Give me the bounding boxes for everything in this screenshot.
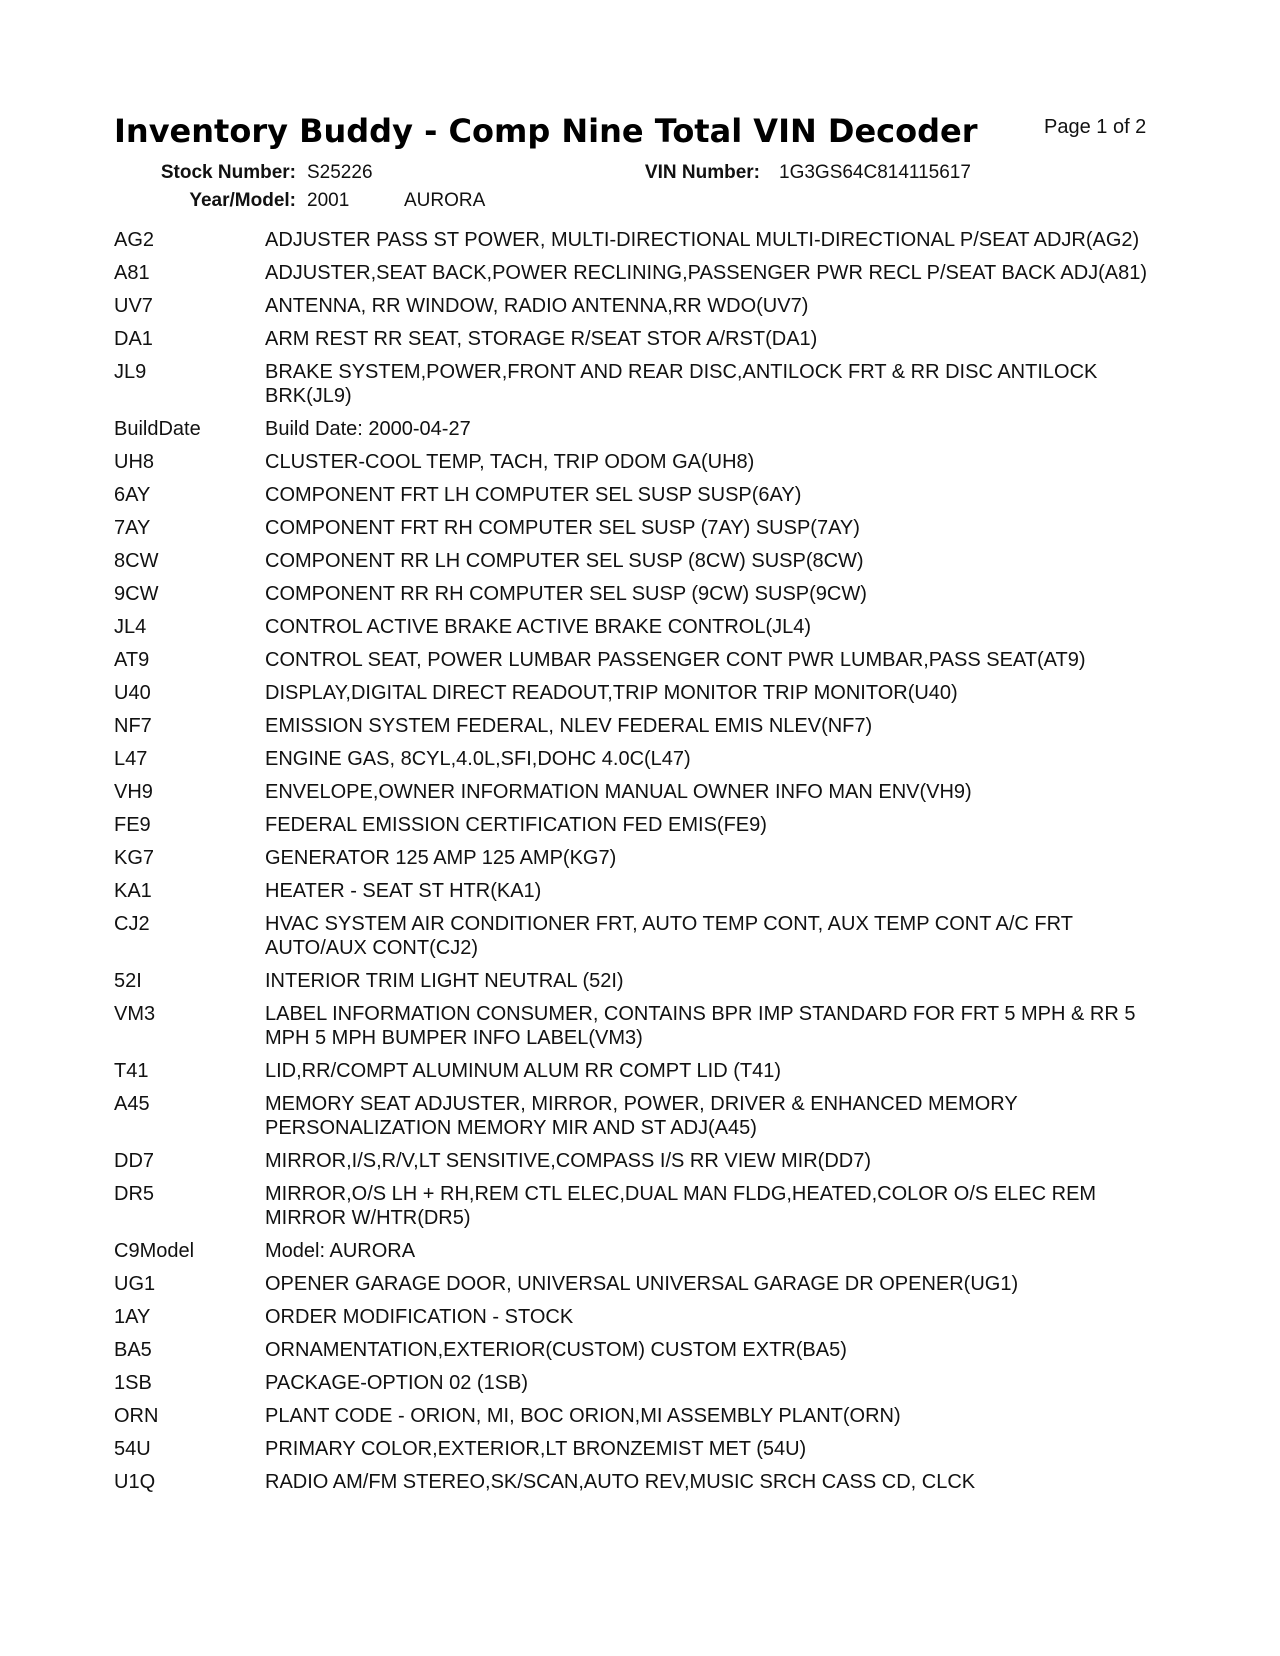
option-row — [0, 780, 1280, 804]
year-model-label: Year/Model: — [189, 190, 296, 211]
option-row — [0, 1239, 1280, 1263]
option-row — [0, 912, 1280, 960]
option-code: 52I — [114, 970, 142, 992]
option-row — [0, 714, 1280, 738]
option-description: HVAC SYSTEM AIR CONDITIONER FRT, AUTO TEMP CONT, AUX TEMP CONT A/C FRT AUTO/AUX CONT(CJ2) — [265, 913, 1073, 959]
option-description: COMPONENT FRT RH COMPUTER SEL SUSP (7AY) SUSP(7AY) — [265, 517, 860, 539]
option-row — [0, 1371, 1280, 1395]
option-description: COMPONENT FRT LH COMPUTER SEL SUSP SUSP(6AY) — [265, 484, 802, 506]
option-row — [0, 294, 1280, 318]
option-description: EMISSION SYSTEM FEDERAL, NLEV FEDERAL EMIS NLEV(NF7) — [265, 715, 873, 737]
option-code: DA1 — [114, 328, 153, 350]
option-description: MIRROR,I/S,R/V,LT SENSITIVE,COMPASS I/S RR VIEW MIR(DD7) — [265, 1150, 872, 1172]
option-row — [0, 747, 1280, 771]
option-code: 9CW — [114, 583, 159, 605]
option-code: JL9 — [114, 361, 147, 383]
option-row — [0, 261, 1280, 285]
option-description: COMPONENT RR LH COMPUTER SEL SUSP (8CW) SUSP(8CW) — [265, 550, 864, 572]
option-code: 6AY — [114, 484, 151, 506]
option-description: OPENER GARAGE DOOR, UNIVERSAL UNIVERSAL GARAGE DR OPENER(UG1) — [265, 1273, 1019, 1295]
option-description: ORNAMENTATION,EXTERIOR(CUSTOM) CUSTOM EXTR(BA5) — [265, 1339, 847, 1361]
option-row — [0, 360, 1280, 408]
option-description: ADJUSTER,SEAT BACK,POWER RECLINING,PASSENGER PWR RECL P/SEAT BACK ADJ(A81) — [265, 262, 1148, 284]
option-row — [0, 1338, 1280, 1362]
option-code-list — [0, 228, 1280, 1503]
option-code: A81 — [114, 262, 150, 284]
option-description: FEDERAL EMISSION CERTIFICATION FED EMIS(FE9) — [265, 814, 767, 836]
option-code: 54U — [114, 1438, 151, 1460]
option-description: ARM REST RR SEAT, STORAGE R/SEAT STOR A/RST(DA1) — [265, 328, 818, 350]
option-code: VH9 — [114, 781, 153, 803]
option-row — [0, 549, 1280, 573]
option-row — [0, 516, 1280, 540]
option-description: HEATER - SEAT ST HTR(KA1) — [265, 880, 542, 902]
option-row — [0, 681, 1280, 705]
option-code: U40 — [114, 682, 151, 704]
option-code: AG2 — [114, 229, 155, 251]
option-description: DISPLAY,DIGITAL DIRECT READOUT,TRIP MONITOR TRIP MONITOR(U40) — [265, 682, 958, 704]
option-row — [0, 582, 1280, 606]
option-row — [0, 879, 1280, 903]
option-description: CLUSTER-COOL TEMP, TACH, TRIP ODOM GA(UH8) — [265, 451, 755, 473]
option-code: 7AY — [114, 517, 151, 539]
option-code: DR5 — [114, 1183, 155, 1205]
option-description: LID,RR/COMPT ALUMINUM ALUM RR COMPT LID (T41) — [265, 1060, 781, 1082]
option-row — [0, 648, 1280, 672]
option-row — [0, 1059, 1280, 1083]
option-description: PRIMARY COLOR,EXTERIOR,LT BRONZEMIST MET (54U) — [265, 1438, 807, 1460]
option-row — [0, 417, 1280, 441]
option-code: KG7 — [114, 847, 155, 869]
option-code: UH8 — [114, 451, 155, 473]
model-value: AURORA — [404, 190, 486, 211]
vin-number-label: VIN Number: — [644, 162, 760, 183]
option-code: CJ2 — [114, 913, 150, 935]
option-description: ENGINE GAS, 8CYL,4.0L,SFI,DOHC 4.0C(L47) — [265, 748, 691, 770]
option-description: MIRROR,O/S LH + RH,REM CTL ELEC,DUAL MAN FLDG,HEATED,COLOR O/S ELEC REM MIRROR W/HTR(DR5) — [265, 1183, 1097, 1229]
option-code: 8CW — [114, 550, 159, 572]
option-description: GENERATOR 125 AMP 125 AMP(KG7) — [265, 847, 617, 869]
stock-number-label: Stock Number: — [160, 162, 296, 183]
option-row — [0, 1404, 1280, 1428]
option-description: COMPONENT RR RH COMPUTER SEL SUSP (9CW) SUSP(9CW) — [265, 583, 867, 605]
option-description: ADJUSTER PASS ST POWER, MULTI-DIRECTIONAL MULTI-DIRECTIONAL P/SEAT ADJR(AG2) — [265, 229, 1140, 251]
option-row — [0, 483, 1280, 507]
option-code: UG1 — [114, 1273, 156, 1295]
option-description: BRAKE SYSTEM,POWER,FRONT AND REAR DISC,ANTILOCK FRT & RR DISC ANTILOCK BRK(JL9) — [265, 361, 1098, 407]
option-row — [0, 1182, 1280, 1230]
option-code: A45 — [114, 1093, 150, 1115]
option-description: ANTENNA, RR WINDOW, RADIO ANTENNA,RR WDO(UV7) — [265, 295, 809, 317]
option-description: RADIO AM/FM STEREO,SK/SCAN,AUTO REV,MUSIC SRCH CASS CD, CLCK — [265, 1471, 976, 1493]
option-row — [0, 1305, 1280, 1329]
option-row — [0, 450, 1280, 474]
option-description: LABEL INFORMATION CONSUMER, CONTAINS BPR IMP STANDARD FOR FRT 5 MPH & RR 5 MPH 5 MPH BUMPER INFO LABEL(VM3) — [265, 1003, 1136, 1049]
option-code: BuildDate — [114, 418, 201, 440]
document-title: Inventory Buddy - Comp Nine Total VIN Decoder — [114, 112, 978, 150]
option-code: KA1 — [114, 880, 152, 902]
option-description: CONTROL ACTIVE BRAKE ACTIVE BRAKE CONTROL(JL4) — [265, 616, 812, 638]
option-row — [0, 969, 1280, 993]
option-code: L47 — [114, 748, 148, 770]
option-code: U1Q — [114, 1471, 156, 1493]
option-description: CONTROL SEAT, POWER LUMBAR PASSENGER CONT PWR LUMBAR,PASS SEAT(AT9) — [265, 649, 1086, 671]
option-row — [0, 1470, 1280, 1494]
page-number: Page 1 of 2 — [1044, 116, 1147, 138]
option-row — [0, 1272, 1280, 1296]
option-description: Model: AURORA — [265, 1240, 416, 1262]
option-description: ENVELOPE,OWNER INFORMATION MANUAL OWNER INFO MAN ENV(VH9) — [265, 781, 972, 803]
option-code: JL4 — [114, 616, 147, 638]
option-code: C9Model — [114, 1240, 195, 1262]
option-row — [0, 1002, 1280, 1050]
option-code: T41 — [114, 1060, 149, 1082]
option-code: AT9 — [114, 649, 150, 671]
option-description: PLANT CODE - ORION, MI, BOC ORION,MI ASSEMBLY PLANT(ORN) — [265, 1405, 901, 1427]
option-code: NF7 — [114, 715, 152, 737]
year-value: 2001 — [307, 190, 350, 211]
option-code: BA5 — [114, 1339, 152, 1361]
option-row — [0, 1149, 1280, 1173]
option-code: 1SB — [114, 1372, 152, 1394]
option-description: PACKAGE-OPTION 02 (1SB) — [265, 1372, 529, 1394]
option-description: INTERIOR TRIM LIGHT NEUTRAL (52I) — [265, 970, 624, 992]
option-description: Build Date: 2000-04-27 — [265, 418, 471, 440]
option-row — [0, 813, 1280, 837]
option-row — [0, 228, 1280, 252]
option-code: ORN — [114, 1405, 159, 1427]
option-description: ORDER MODIFICATION - STOCK — [265, 1306, 574, 1328]
option-row — [0, 327, 1280, 351]
option-row — [0, 846, 1280, 870]
vin-number-value: 1G3GS64C814115617 — [779, 162, 971, 183]
option-code: 1AY — [114, 1306, 151, 1328]
option-code: FE9 — [114, 814, 151, 836]
option-row — [0, 615, 1280, 639]
option-code: VM3 — [114, 1003, 156, 1025]
option-description: MEMORY SEAT ADJUSTER, MIRROR, POWER, DRIVER & ENHANCED MEMORY PERSONALIZATION MEMORY MIR AND ST ADJ(A45) — [265, 1093, 1018, 1139]
option-row — [0, 1437, 1280, 1461]
stock-number-value: S25226 — [307, 162, 373, 183]
option-code: DD7 — [114, 1150, 155, 1172]
option-row — [0, 1092, 1280, 1140]
option-code: UV7 — [114, 295, 153, 317]
